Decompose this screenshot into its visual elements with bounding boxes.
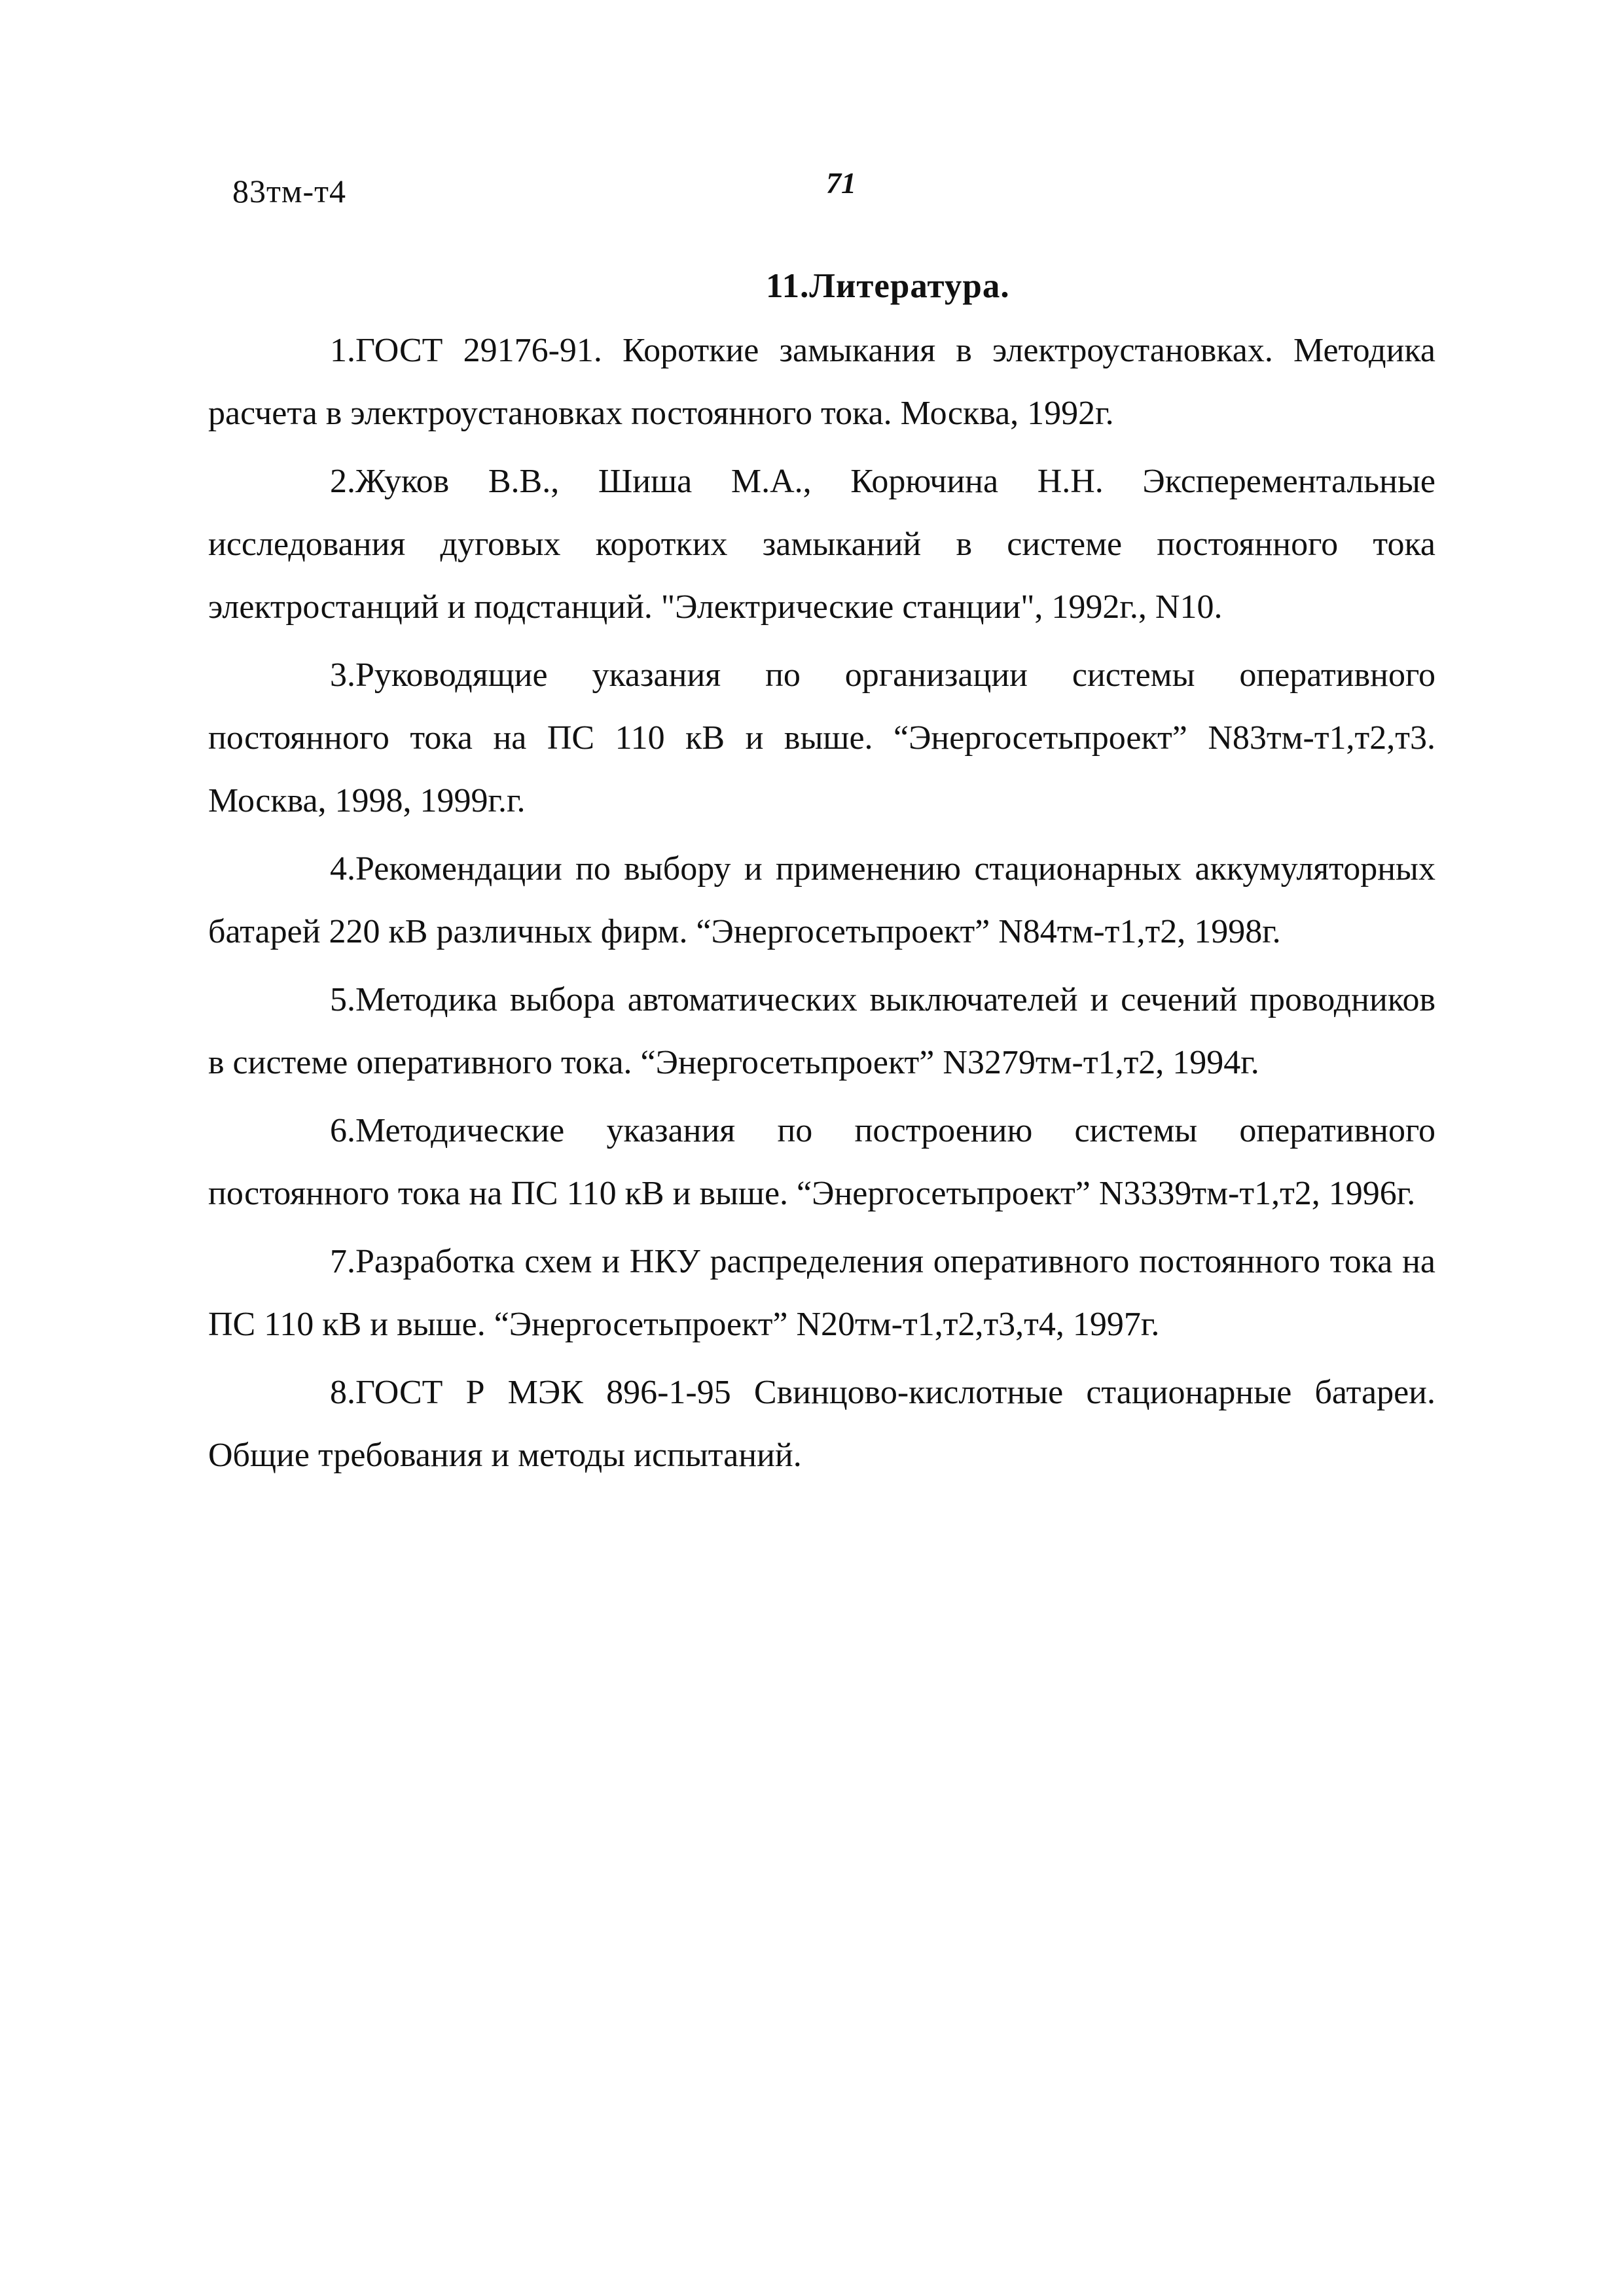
reference-item: 3.Руководящие указания по организации системы оперативного постоянного тока на ПС 110 кВ и выше. “Энергосетьпроект” N83тм-т1,т2,т3. Москва, 1998, 1999г.г. bbox=[208, 656, 1435, 819]
reference-list bbox=[208, 319, 1435, 1492]
page-number: 71 bbox=[826, 166, 856, 200]
section-title: 11.Литература. bbox=[766, 267, 1010, 305]
reference-item: 4.Рекомендации по выбору и применению стационарных аккумуляторных батарей 220 кВ различных фирм. “Энергосетьпроект” N84тм-т1,т2, 1998г. bbox=[208, 850, 1435, 950]
reference-item: 5.Методика выбора автоматических выключателей и сечений проводников в системе оперативного тока. “Энергосетьпроект” N3279тм-т1,т2, 1994г. bbox=[208, 981, 1435, 1081]
reference-item: 1.ГОСТ 29176-91. Короткие замыкания в электроустановках. Методика расчета в электроустановках постоянного тока. Москва, 1992г. bbox=[208, 332, 1435, 432]
document-code: 83тм-т4 bbox=[232, 173, 346, 209]
reference-item: 7.Разработка схем и НКУ распределения оперативного постоянного тока на ПС 110 кВ и выше. “Энергосетьпроект” N20тм-т1,т2,т3,т4, 1997г. bbox=[208, 1243, 1435, 1343]
reference-item: 6.Методические указания по построению системы оперативного постоянного тока на ПС 110 кВ и выше. “Энергосетьпроект” N3339тм-т1,т2, 1996г. bbox=[208, 1112, 1435, 1212]
reference-item: 2.Жуков В.В., Шиша М.А., Корючина Н.Н. Эксперементальные исследования дуговых коротких замыканий в системе постоянного тока электростанций и подстанций. "Электрические станции", 1992г., N10. bbox=[208, 463, 1435, 626]
reference-item: 8.ГОСТ Р МЭК 896-1-95 Свинцово-кислотные стационарные батареи. Общие требования и методы испытаний. bbox=[208, 1374, 1435, 1474]
